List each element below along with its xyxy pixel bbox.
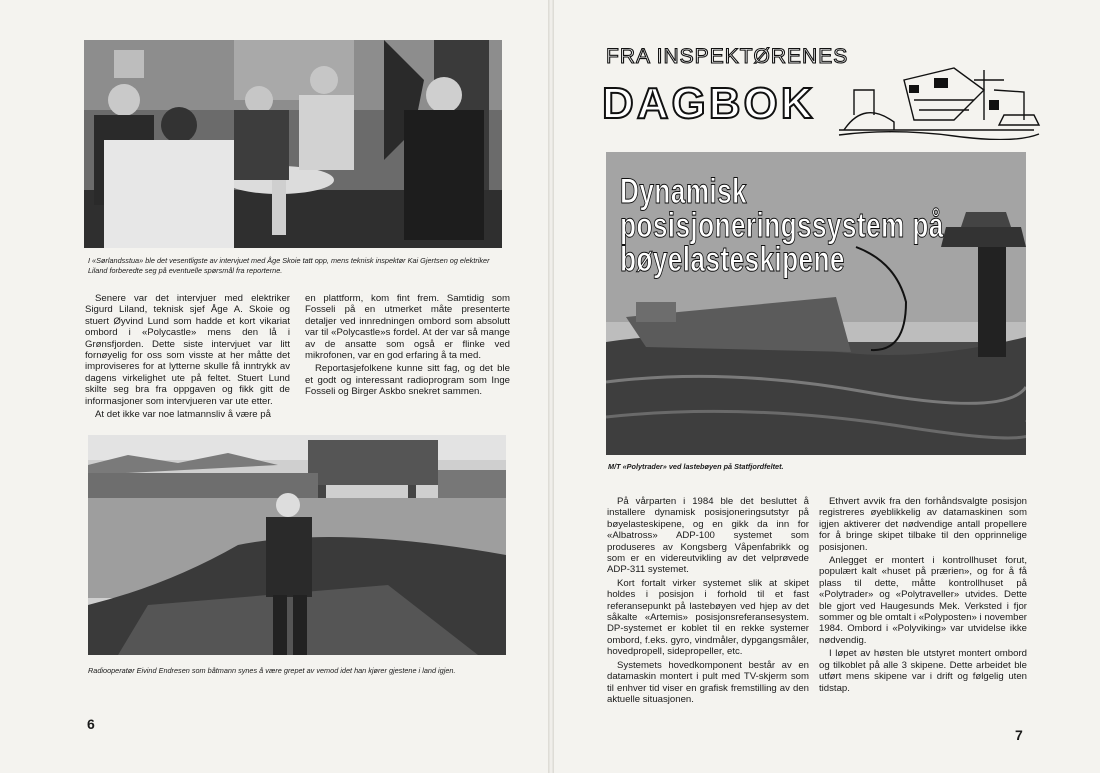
boat-photo	[88, 435, 506, 655]
tanker-photo-caption: M/T «Polytrader» ved lastebøyen på Statfjordfeltet.	[608, 462, 784, 471]
lounge-photo-graphic	[84, 40, 502, 248]
paragraph: I løpet av høsten ble utstyret montert ombord og tilkoblet på alle 3 skipene. Dette arbeidet ble utført mens skipene var i drift og følgelig uten tidstap.	[819, 648, 1027, 694]
page-number: 6	[87, 716, 95, 732]
page-number: 7	[1015, 727, 1023, 743]
lounge-interview-photo	[84, 40, 502, 248]
right-text-column-2	[819, 496, 1027, 694]
left-page	[0, 0, 548, 773]
paragraph: Kort fortalt virker systemet slik at skipet holdes i posisjon i forhold til et fast referansepunkt på lastebøyen ved hjep av det såkalte «Artemis» posisjonsreferansesystem. DP-systemet er koblet til en rekke systemer ombord, f.eks. gyro, vindmåler, dypgangsmåler, hovedpropell, sidepropeller, etc.	[607, 577, 809, 658]
left-text-column-2	[305, 293, 510, 398]
paragraph: Ethvert avvik fra den forhåndsvalgte posisjon registreres øyeblikkelig av datamaskinen som igjen aktiverer det nødvendige antall propellere for å bringe skipet tilbake til den opprinnelige posisjonen.	[819, 496, 1027, 553]
ships-drawing-icon	[834, 60, 1044, 140]
column-header-dagbok: DAGBOK	[602, 79, 816, 128]
photo-caption-top: I «Sørlandsstua» ble det vesentligste av intervjuet med Åge Skoie tatt opp, mens teknisk inspektør Kai Gjertsen og elektriker Liland forberedte seg på eventuelle spørsmål fra reporterne.	[88, 256, 490, 275]
left-text-column-1	[85, 293, 290, 420]
paragraph: Systemets hovedkomponent består av en datamaskin montert i pult med TV-skjerm som til enhver tid viser en grafisk fremstilling av den aktuelle situasjonen.	[607, 659, 809, 705]
ships-drawing-graphic	[834, 60, 1044, 140]
paragraph: På vårparten i 1984 ble det besluttet å installere dynamisk posisjoneringsutstyr på bøyelasteskipene, og en gikk da inn for «Albatross» ADP-100 systemet som produseres av Kongsberg Våpenfabrikk og som er en videreutvikling av det velprøvede ADP-311 systemet.	[607, 496, 809, 576]
paragraph: en plattform, kom fint frem. Samtidig som Fosseli på en utmerket måte presenterte detaljer ved innredningen ombord som absolutt var til «Polycastle»s fordel. At der var så mange av de ansatte som også er flinke ved mikrofonen, var en god erfaring å ta med.	[305, 293, 510, 362]
article-headline: Dynamisk posisjoneringssystem på bøyelasteskipene	[620, 172, 944, 279]
paragraph: Reportasjefolkene kunne sitt fag, og det ble et godt og interessant radioprogram som Inge Fosseli og Birger Askbo snekret sammen.	[305, 363, 510, 398]
photo-caption-bottom: Radiooperatør Eivind Endresen som båtmann synes å være grepet av vemod idet han kjører gjestene i land igjen.	[88, 666, 456, 675]
boat-photo-graphic	[88, 435, 506, 655]
right-text-column-1	[607, 496, 809, 705]
paragraph: Senere var det intervjuer med elektriker Sigurd Liland, teknisk sjef Åge A. Skoie og stuert Øyvind Lund som hadde et kort vikariat ombord i «Polycastle» mens den lå i Grønsfjorden. Dette siste intervjuet var litt fornøyelig for oss som visste at her måtte det improviseres for at lytterne skulle få inntrykk av dagens virkelighet ute på feltet. Stuert Lund skilte seg bra fra oppgaven og fikk gitt de informasjoner som intervjueren var ute etter.	[85, 293, 290, 407]
column-header-title: FRA INSPEKTØRENES	[606, 45, 849, 68]
paragraph: At det ikke var noe latmannsliv å være på	[95, 409, 271, 421]
paragraph: Anlegget er montert i kontrollhuset forut, populært kalt «huset på prærien», og for å få plass til dette, måtte kontrollhuset på «Polytrader» og «Polytraveller» utvides. Dette ble gjort ved Haugesunds Mek. Verksted i fjor sommer og ble omtalt i «Polyposten» i november 1984. Ombord i «Polyviking» var utvidelse ikke nødvendig.	[819, 555, 1027, 646]
right-page	[554, 0, 1100, 773]
